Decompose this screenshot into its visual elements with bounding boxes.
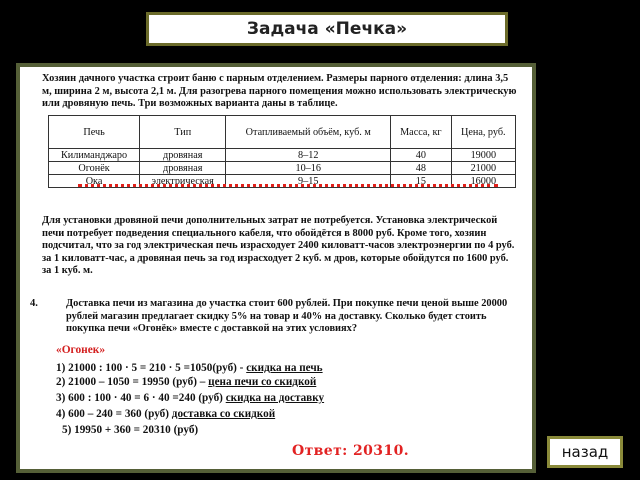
task-conditions-text: Для установки дровяной печи дополнительных затрат не потребуется. Установка электрической печи потребует подведения специального кабеля, что обойдётся в 8000 руб. Кроме того, хозяин подсчитал, что за год электрическая печь израсходует 2400 киловатт-часов электроэнергии по 4 руб. за 1 киловатт-час, а дровяная печь за год израсходует 2 куб. м дров, которые обойдутся по 1600 руб. за 1 куб. м. xyxy=(42,215,515,277)
table-header-cell: Отапливаемый объём, куб. м xyxy=(226,116,391,149)
table-cell: 40 xyxy=(391,149,451,162)
stove-table xyxy=(48,115,516,188)
table-header-cell: Масса, кг xyxy=(391,116,451,149)
step-calc: 1) 21000 : 100 · 5 = 210 · 5 =1050(руб) - xyxy=(56,362,247,374)
solution-step xyxy=(56,376,316,388)
table-cell: 19000 xyxy=(451,149,515,162)
solution-step xyxy=(62,424,198,436)
step-note: цена печи со скидкой xyxy=(208,376,317,388)
table-cell: 48 xyxy=(391,162,451,175)
table-row xyxy=(49,162,516,175)
solution-step xyxy=(56,408,275,420)
table-cell: 16000 xyxy=(451,175,515,188)
task-sheet xyxy=(20,67,532,469)
table-cell: 9–15 xyxy=(226,175,391,188)
table-row xyxy=(49,149,516,162)
table-cell: Огонёк xyxy=(49,162,140,175)
highlight-dotted-line xyxy=(78,184,498,187)
back-button[interactable]: назад xyxy=(547,436,623,468)
task-intro-text: Хозяин дачного участка строит баню с парным отделением. Размеры парного отделения: длина 3,5 м, ширина 2 м, высота 2,1 м. Для разогрева парного помещения можно использовать электрическую или дровяную печь. Три возможных варианта даны в таблице. xyxy=(42,73,517,110)
table-header-cell: Цена, руб. xyxy=(451,116,515,149)
table-cell: 21000 xyxy=(451,162,515,175)
question-number: 4. xyxy=(30,298,38,309)
table-cell: 10–16 xyxy=(226,162,391,175)
step-calc: 5) 19950 + 360 = 20310 (руб) xyxy=(62,424,199,436)
step-note: скидка на печь xyxy=(246,362,323,374)
table-cell: дровяная xyxy=(140,162,226,175)
question-text: Доставка печи из магазина до участка стоит 600 рублей. При покупке печи ценой выше 20000 рублей магазин предлагает скидку 5% на товар и 40% на доставку. Сколько будет стоить покупка печи «Огонёк» вместе с доставкой на этих условиях? xyxy=(66,298,508,335)
table-cell: 8–12 xyxy=(226,149,391,162)
solution-step xyxy=(56,392,324,404)
step-calc: 2) 21000 – 1050 = 19950 (руб) – xyxy=(56,376,209,388)
table-header-cell: Печь xyxy=(49,116,140,149)
table-cell: Килиманджаро xyxy=(49,149,140,162)
table-cell: дровяная xyxy=(140,149,226,162)
table-header-row xyxy=(49,116,516,149)
table-cell: Ока xyxy=(49,175,140,188)
slide-title: Задача «Печка» xyxy=(146,12,508,46)
step-calc: 3) 600 : 100 · 40 = 6 · 40 =240 (руб) xyxy=(56,392,226,404)
step-note: скидка на доставку xyxy=(225,392,325,404)
answer-text: Ответ: 20310. xyxy=(292,443,410,459)
solution-heading: «Огонек» xyxy=(56,344,106,356)
solution-step xyxy=(56,362,323,374)
table-header-cell: Тип xyxy=(140,116,226,149)
step-note: доставка со скидкой xyxy=(171,408,276,420)
table-cell: электрическая xyxy=(140,175,226,188)
table-cell: 15 xyxy=(391,175,451,188)
content-frame xyxy=(16,63,536,473)
step-calc: 4) 600 – 240 = 360 (руб) xyxy=(56,408,172,420)
